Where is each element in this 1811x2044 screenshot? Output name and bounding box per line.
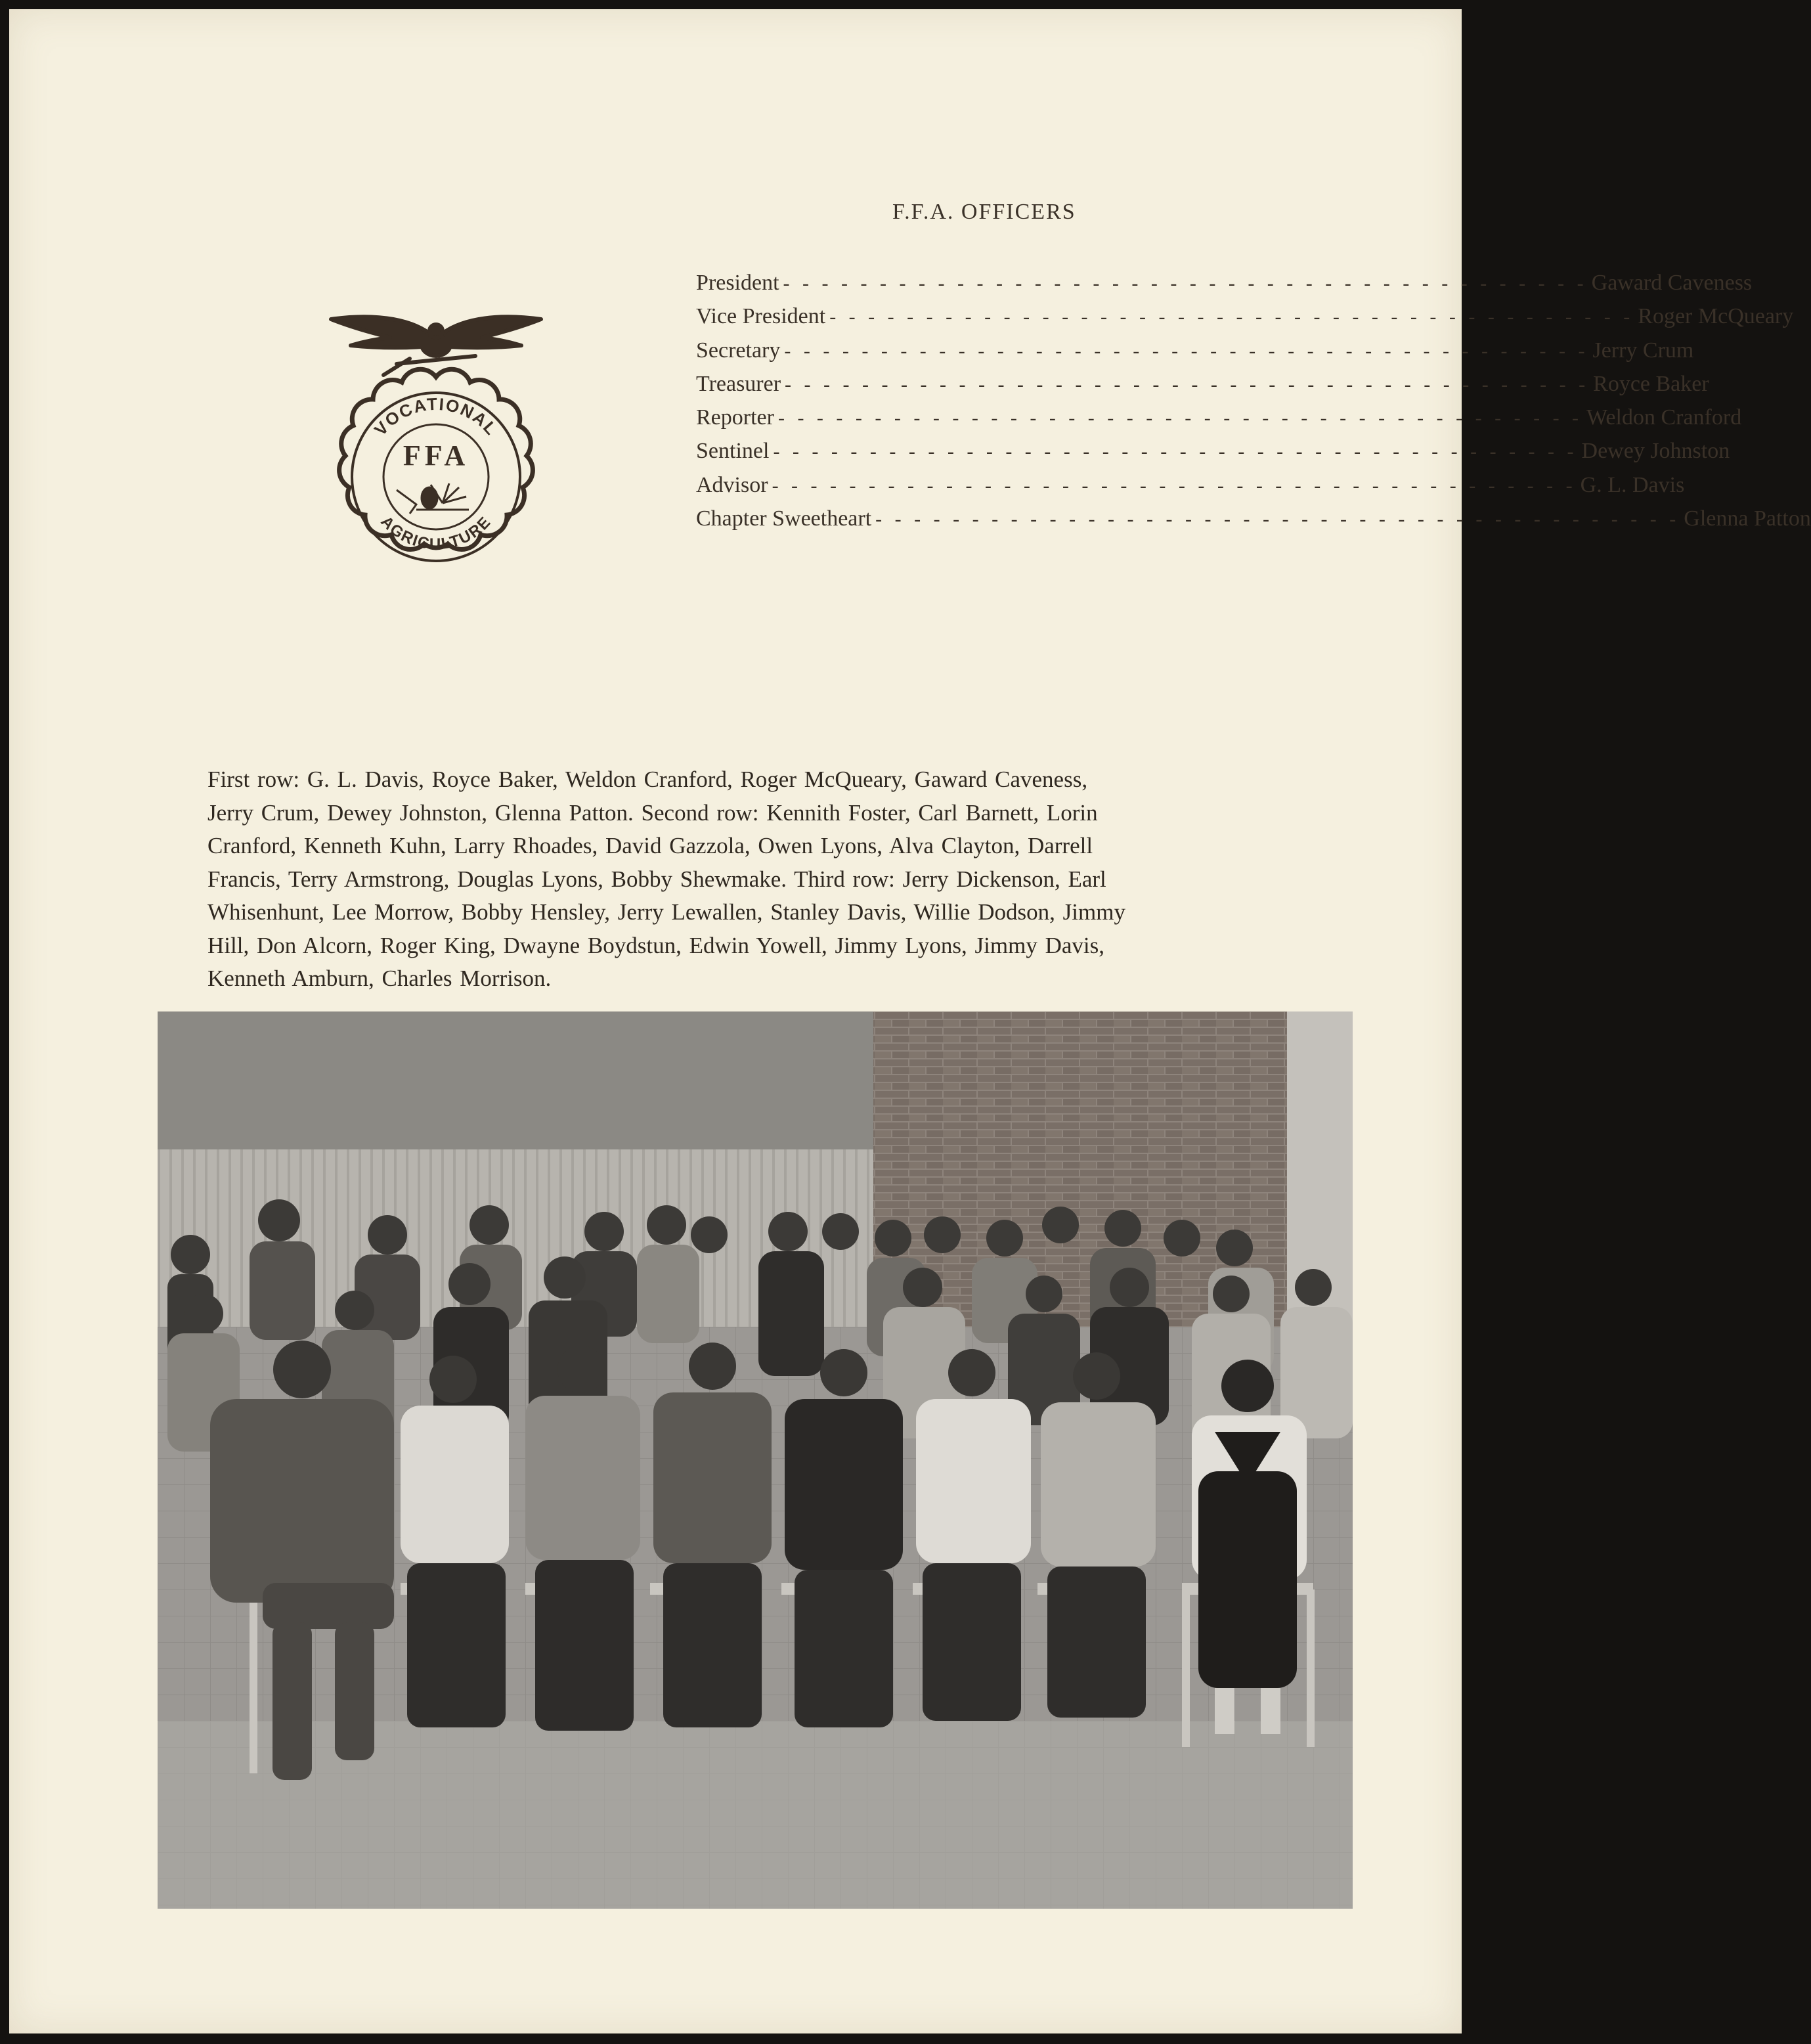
officer-row [696, 401, 1742, 435]
officer-role: Vice President [696, 304, 826, 329]
leader-dots: - - - - - - - - - - - - - - - - - - - - - - - - - - - - - - - - - - - - - - - - - - [875, 508, 1680, 531]
officer-name: Jerry Crum [1592, 338, 1694, 363]
officer-role: Treasurer [696, 371, 781, 396]
caption-line: First row: G. L. Davis, Royce Baker, Weldon Cranford, Roger McQueary, Gaward Caveness, [207, 766, 1088, 792]
officers-list [696, 267, 1811, 536]
caption-line: Jerry Crum, Dewey Johnston, Glenna Patton. Second row: Kennith Foster, Carl Barnett, Lorin [207, 799, 1098, 826]
emblem-top-text: VOCATIONAL [370, 393, 502, 440]
officer-row [696, 368, 1709, 401]
officer-name: Royce Baker [1593, 371, 1709, 396]
caption-line: Francis, Terry Armstrong, Douglas Lyons, Bobby Shewmake. Third row: Jerry Dickenson, Earl [207, 866, 1106, 892]
officer-row [696, 300, 1794, 334]
leader-dots: - - - - - - - - - - - - - - - - - - - - - - - - - - - - - - - - - - - - - - - - - - [783, 273, 1588, 294]
leader-dots: - - - - - - - - - - - - - - - - - - - - - - - - - - - - - - - - - - - - - - - - - - [829, 306, 1634, 328]
officer-name: G. L. Davis [1580, 472, 1685, 497]
caption-line: Kenneth Amburn, Charles Morrison. [207, 966, 552, 991]
officer-name: Glenna Patton [1684, 506, 1811, 531]
officer-row [696, 469, 1685, 502]
officer-name: Roger McQueary [1638, 304, 1794, 329]
officer-role: Advisor [696, 472, 768, 497]
ffa-emblem-icon [318, 293, 554, 595]
leader-dots: - - - - - - - - - - - - - - - - - - - - - - - - - - - - - - - - - - - - - - - - - - [777, 407, 1583, 430]
emblem-bottom-text: AGRICULTURE [377, 512, 495, 554]
yearbook-page [9, 9, 1811, 2033]
officer-name: Dewey Johnston [1581, 439, 1730, 464]
photo-caption [207, 763, 1317, 996]
officer-name: Gaward Caveness [1591, 271, 1753, 295]
page-title: F.F.A. OFFICERS [892, 200, 1076, 224]
officer-row [696, 334, 1694, 368]
leader-dots: - - - - - - - - - - - - - - - - - - - - - - - - - - - - - - - - - - - - - - - - - - [785, 373, 1590, 395]
officer-role: President [696, 271, 779, 295]
group-photo-icon [158, 1011, 1353, 1909]
leader-dots: - - - - - - - - - - - - - - - - - - - - - - - - - - - - - - - - - - - - - - - - - - [773, 441, 1578, 463]
emblem-center-text: FFA [403, 439, 469, 472]
officer-role: Reporter [696, 405, 774, 430]
officer-row [696, 502, 1811, 536]
officer-role: Sentinel [696, 439, 770, 464]
caption-line: Hill, Don Alcorn, Roger King, Dwayne Boydstun, Edwin Yowell, Jimmy Lyons, Jimmy Davis, [207, 932, 1104, 958]
officer-row [696, 267, 1753, 300]
caption-line: Whisenhunt, Lee Morrow, Bobby Hensley, Jerry Lewallen, Stanley Davis, Willie Dodson, Jimmy [207, 899, 1125, 925]
leader-dots: - - - - - - - - - - - - - - - - - - - - - - - - - - - - - - - - - - - - - - - - - - [772, 474, 1577, 497]
leader-dots: - - - - - - - - - - - - - - - - - - - - - - - - - - - - - - - - - - - - - - - - - - [784, 340, 1589, 362]
officer-name: Weldon Cranford [1586, 405, 1742, 430]
officer-role: Chapter Sweetheart [696, 506, 872, 531]
caption-line: Cranford, Kenneth Kuhn, Larry Rhoades, David Gazzola, Owen Lyons, Alva Clayton, Darrell [207, 833, 1093, 858]
officer-row [696, 435, 1730, 468]
officer-role: Secretary [696, 338, 781, 363]
